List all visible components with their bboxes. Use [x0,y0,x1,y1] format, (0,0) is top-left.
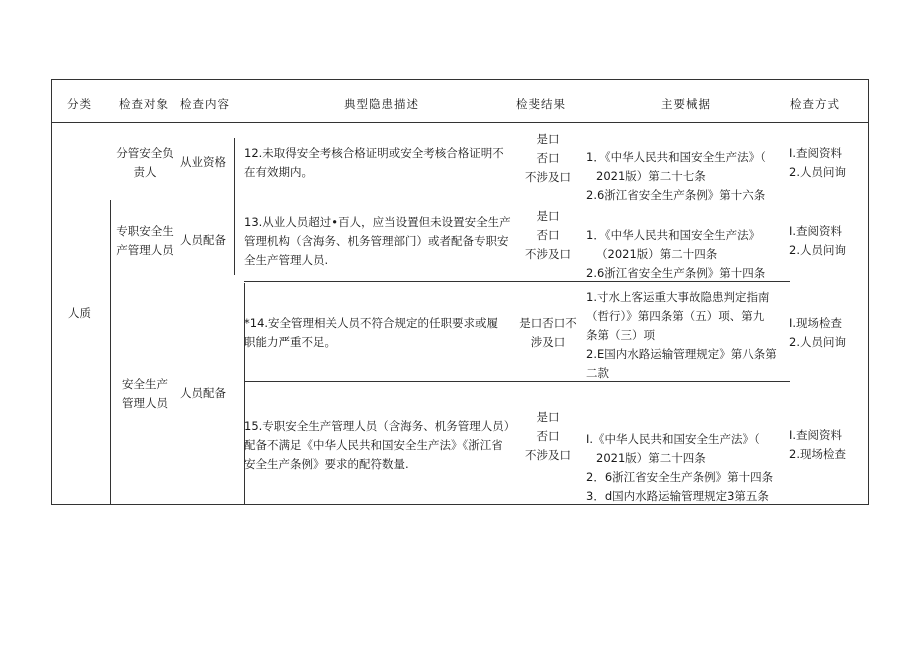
header-bottom-border [51,122,869,123]
row-1-result: 是口 否口 不涉及口 [525,132,571,184]
row-2-method: I.查阅资料 2.人员问询 [789,224,846,257]
row-3-object: 安全生产 管理人员 [122,377,168,410]
row-1-description: 12.未取得安全考核合格证明或安全考核合格证明不 在有效期内。 [244,146,504,179]
row-2-content: 人员配备 [180,233,226,247]
row-3-method: I.现场检查 2.人员问询 [789,316,846,349]
header-method: 检查方式 [790,97,840,111]
header-result: 检斐结果 [516,97,566,111]
row-3-basis: 1.寸水上客运重大事故隐患判定指南 （哲行）》第四条第（五）项、第九 条第（三）项 2.E国内水路运输管理规定》第八条第 二款 [586,290,777,380]
header-basis: 主要械据 [661,97,711,111]
row-4-method: I.查阅资料 2.现场检查 [789,428,846,461]
row-2-basis: 1．《中华人民共和国安全生产法》 （2021版）第二十四条 2.6浙江省安全生产条例》第十四条 [586,228,766,280]
header-object: 检查对象 [119,97,169,111]
row-4-description: 15.专职安全生产管理人员（含海务、机务管理人员） 配备不满足《中华人民共和国安全生产法》《浙江省 安全生产条例》要求的配符数量. [244,419,516,471]
header-content: 检查内容 [180,97,230,111]
row-2-description: 13.从业人员超过•百人，应当设置但未设置安全生产 管理机构（含海务、机务管理部门）或者配备专职安 全生产管理人员. [244,215,511,267]
row-3-result: 是口否口不 涉及口 [519,316,577,349]
table-right-border [868,79,869,505]
column-divider-description-upper [234,138,235,275]
category-cell: 人质 [68,306,91,320]
row-4-basis: I.《中华人民共和国安全生产法》（ 2021版）第二十四条 2．6浙江省安全生产条例》第十四条 3．d国内水路运输管理规定3第五条 [586,432,774,503]
row-1-basis: 1．《中华人民共和国安全生产法》（ 2021版）第二十七条 2.6浙江省安全生产条例》第十六条 [586,150,766,202]
header-category: 分类 [67,97,92,111]
row-2-object: 专职安全生 产管理人员 [116,224,174,257]
row-1-object: 分管安全负 责人 [116,146,174,179]
row-1-method: I.查阅资料 2.人员问询 [789,146,846,179]
table-left-border [51,79,52,505]
table-top-border [51,79,869,80]
header-description: 典型隐患描述 [344,97,419,111]
row-3-content: 人员配备 [180,386,226,400]
row-2-result: 是口 否口 不涉及口 [525,209,571,261]
row-1-content: 从业资格 [180,155,226,169]
row-3-description: *14.安全管理相关人员不符合规定的任职要求或履 职能力严重不足。 [244,316,499,349]
row-4-result: 是口 否口 不涉及口 [525,410,571,462]
